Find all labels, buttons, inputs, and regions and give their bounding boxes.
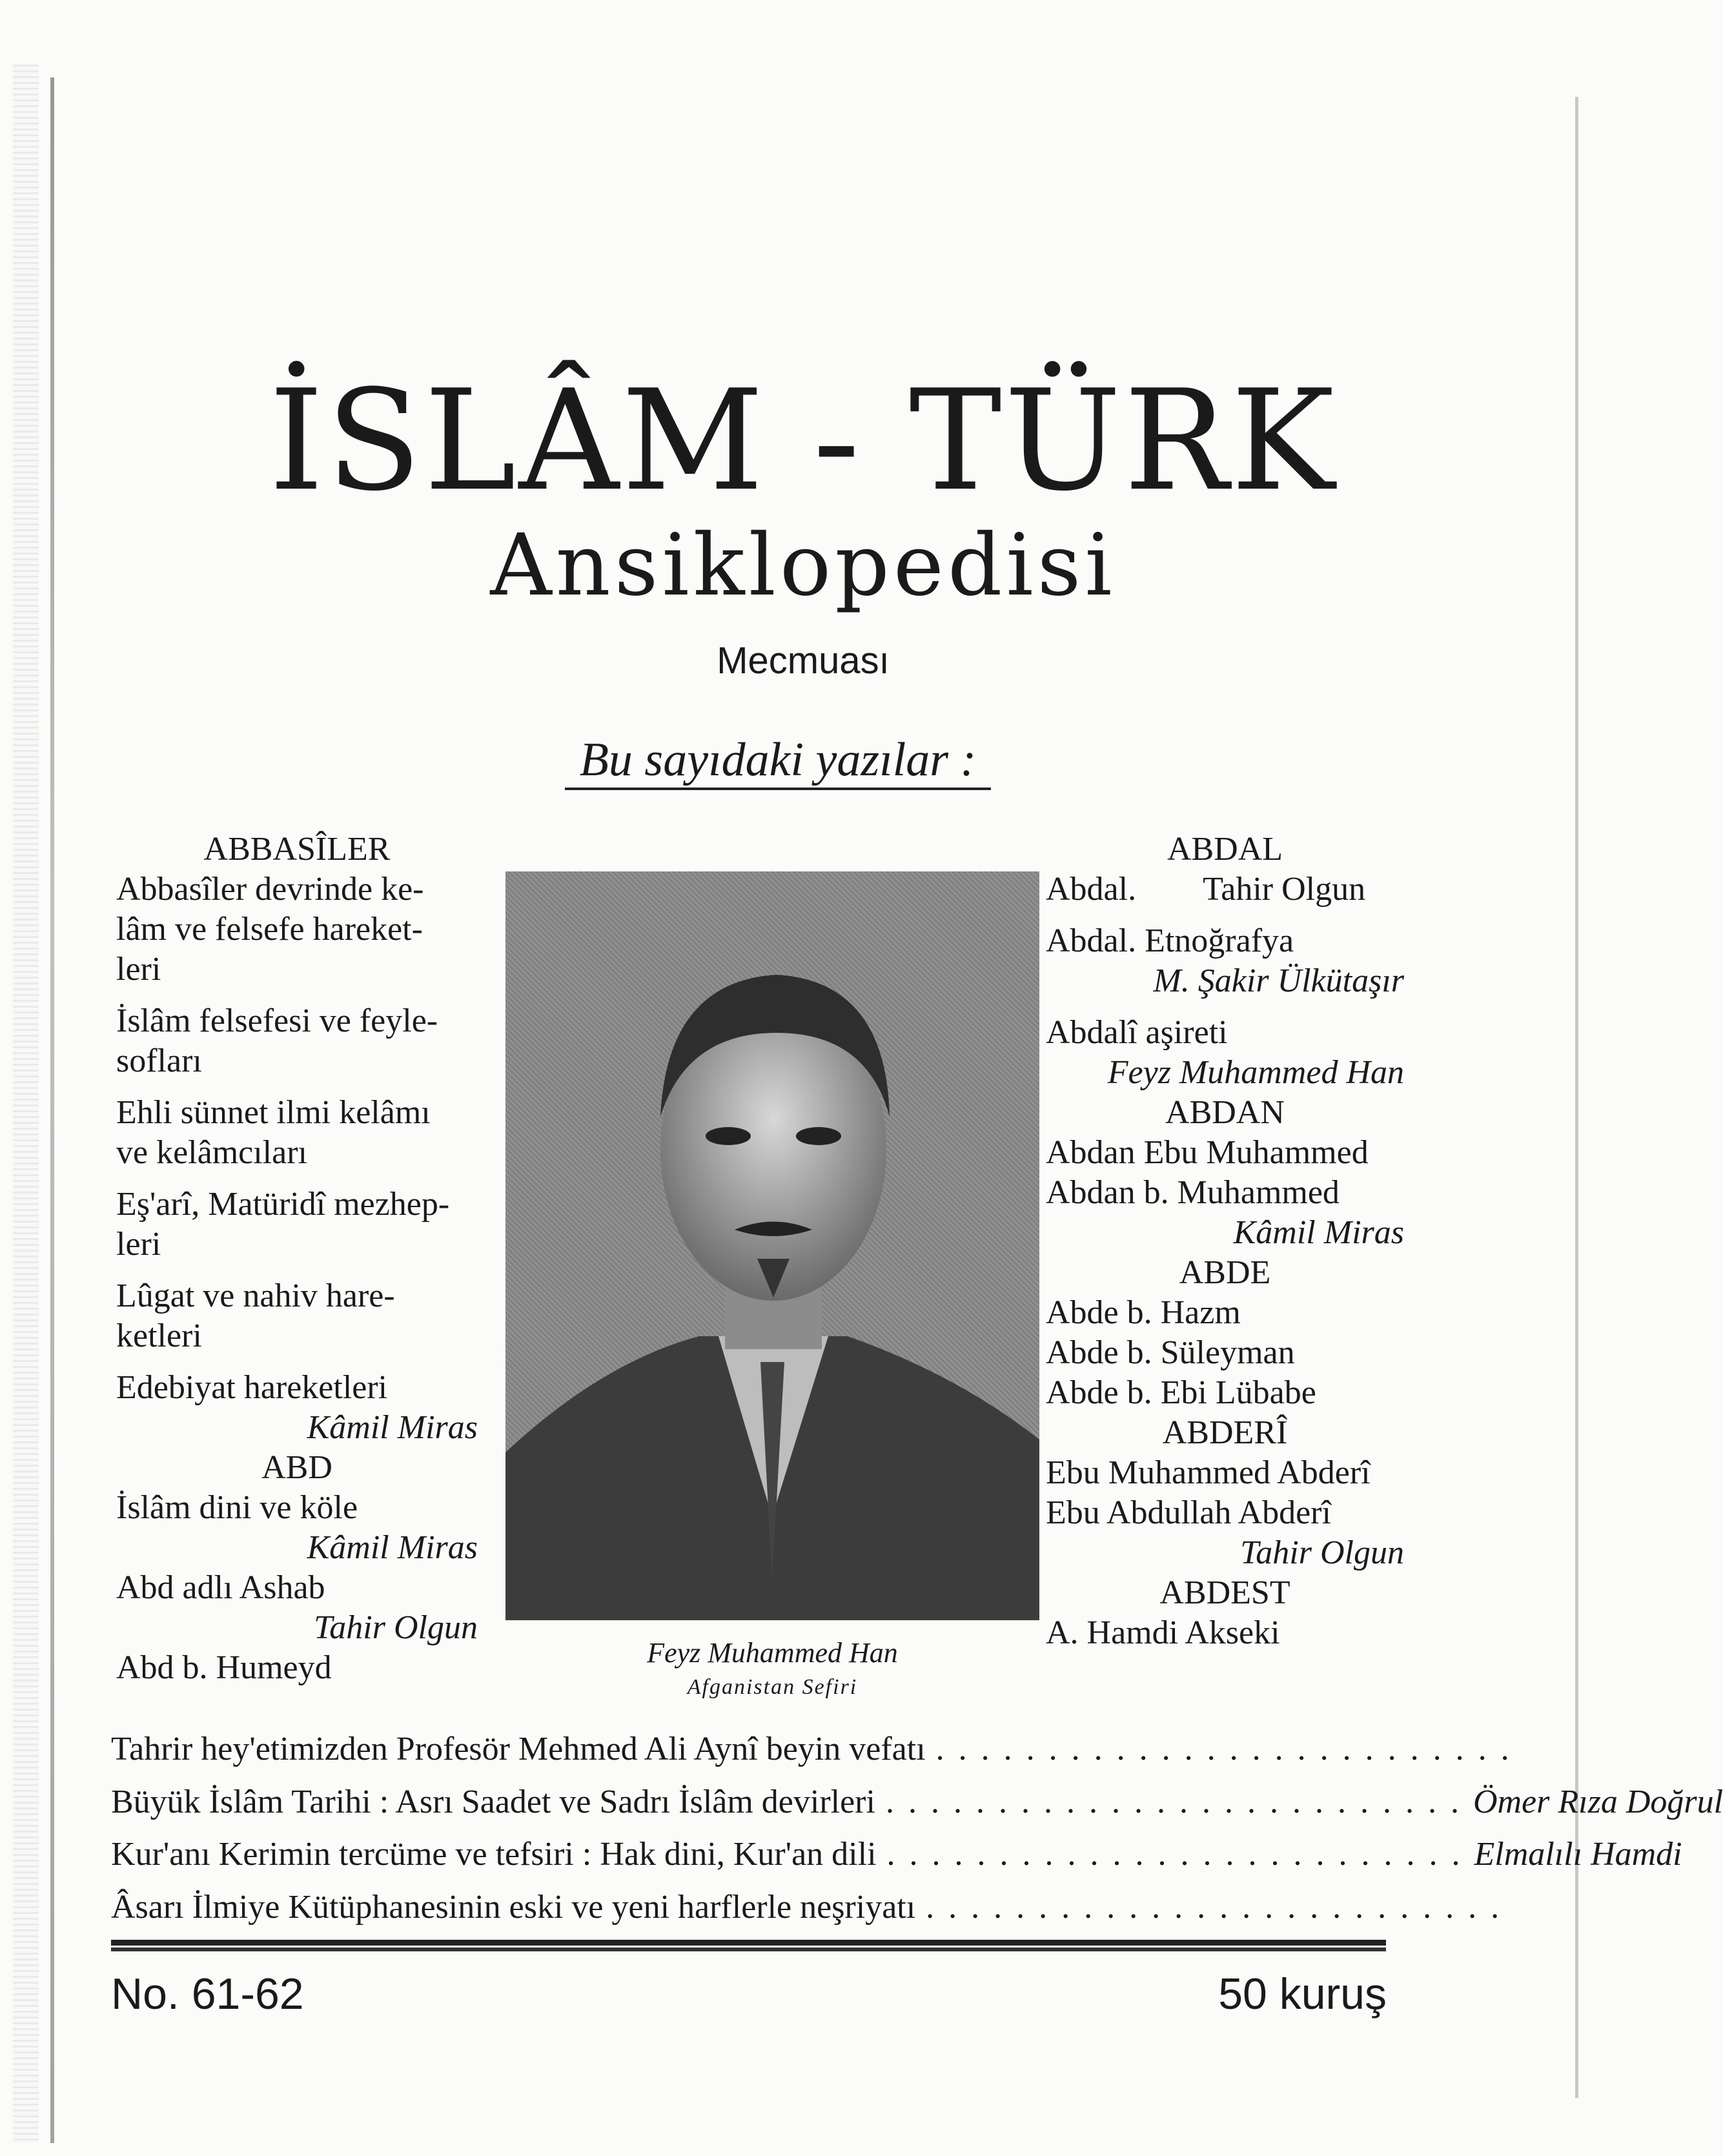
- entry-line: Ehli sünnet ilmi kelâmı: [116, 1094, 431, 1131]
- entry-author: Kâmil Miras: [1233, 1214, 1404, 1251]
- section-heading: ABDAN: [1165, 1094, 1285, 1131]
- right-contents-column: [1046, 829, 1404, 1653]
- entry-author: Feyz Muhammed Han: [1107, 1054, 1404, 1091]
- price: 50 kuruş: [1218, 1969, 1387, 2019]
- leader-dots: ..........................: [926, 1889, 1514, 1926]
- entry-line: Abde b. Süleyman: [1046, 1334, 1295, 1371]
- entry-line: Edebiyat hareketleri: [116, 1369, 388, 1406]
- leader-dots: ..........................: [935, 1731, 1524, 1767]
- entry-line: Abde b. Ebi Lübabe: [1046, 1374, 1316, 1411]
- entry-line: Abde b. Hazm: [1046, 1294, 1241, 1331]
- photo-subcaption: Afganistan Sefiri: [687, 1675, 858, 1699]
- section-heading: ABDERÎ: [1162, 1414, 1288, 1451]
- article-title: Kur'anı Kerimin tercüme ve tefsiri : Hak dini, Kur'an dili: [111, 1836, 877, 1873]
- entry-line: Ebu Muhammed Abderî: [1046, 1454, 1371, 1491]
- entry-line: Lûgat ve nahiv hare-: [116, 1277, 395, 1314]
- contents-heading: Bu sayıdaki yazılar :: [565, 733, 991, 790]
- article-row: [111, 1835, 1682, 1873]
- entry-line: leri: [116, 1226, 161, 1263]
- entry-line: Abdan b. Muhammed: [1046, 1174, 1340, 1211]
- article-row: [111, 1783, 1723, 1821]
- section-heading: ABD: [261, 1449, 332, 1486]
- entry-line: Abd b. Humeyd: [116, 1649, 332, 1686]
- entry-line: Abdan Ebu Muhammed: [1046, 1134, 1369, 1171]
- article-row: [111, 1888, 1514, 1926]
- entry-line: Abdal. Etnoğrafya: [1046, 922, 1294, 959]
- entry-line: Abd adlı Ashab: [116, 1569, 325, 1606]
- entry-line: İslâm felsefesi ve feyle-: [116, 1002, 438, 1039]
- masthead-subtitle: Ansiklopedisi: [490, 516, 1116, 615]
- entry-line: İslâm dini ve köle: [116, 1489, 358, 1526]
- section-heading: ABDAL: [1167, 831, 1283, 868]
- section-heading: ABDE: [1179, 1254, 1271, 1291]
- entry-line: lâm ve felsefe hareket-: [116, 911, 423, 948]
- photo-caption: Feyz Muhammed Han: [647, 1637, 898, 1669]
- masthead-title: İSLÂM - TÜRK: [269, 360, 1338, 522]
- entry-author: M. Şakir Ülkütaşır: [1153, 962, 1404, 999]
- article-author: Ömer Rıza Doğrul: [1473, 1784, 1723, 1820]
- entry-line: Abdalî aşireti: [1046, 1014, 1228, 1051]
- section-heading: ABDEST: [1159, 1574, 1290, 1611]
- leader-dots: ..........................: [885, 1784, 1473, 1820]
- entry-line: ketleri: [116, 1317, 202, 1354]
- left-contents-column: [116, 829, 478, 1688]
- issue-number: No. 61-62: [111, 1969, 304, 2019]
- article-title: Âsarı İlmiye Kütüphanesinin eski ve yeni harflerle neşriyatı: [111, 1889, 916, 1926]
- masthead-kind: Mecmuası: [717, 640, 890, 682]
- entry-author: Tahir Olgun: [1240, 1534, 1404, 1571]
- portrait-photo: [505, 871, 1039, 1620]
- entry-line: ve kelâmcıları: [116, 1134, 307, 1171]
- leader-dots: ..........................: [886, 1836, 1474, 1873]
- article-author: Elmalılı Hamdi: [1474, 1836, 1682, 1873]
- portrait-illustration: [505, 871, 1039, 1620]
- entry-line: Abbasîler devrinde ke-: [116, 871, 424, 908]
- entry-line: leri: [116, 951, 161, 988]
- article-row: [111, 1730, 1524, 1768]
- entry-line: Abdal. Tahir Olgun: [1046, 871, 1366, 908]
- article-title: Büyük İslâm Tarihi : Asrı Saadet ve Sadrı İslâm devirleri: [111, 1784, 875, 1820]
- footer-rule: [111, 1940, 1386, 1948]
- entry-line: A. Hamdi Akseki: [1046, 1614, 1280, 1651]
- entry-author: Kâmil Miras: [307, 1409, 478, 1446]
- entry-author: Kâmil Miras: [307, 1529, 478, 1566]
- entry-line: Eş'arî, Matüridî mezhep-: [116, 1186, 450, 1223]
- entry-line: sofları: [116, 1042, 202, 1079]
- section-heading: ABBASÎLER: [203, 831, 391, 868]
- entry-line: Ebu Abdullah Abderî: [1046, 1494, 1331, 1531]
- article-title: Tahrir hey'etimizden Profesör Mehmed Ali Aynî beyin vefatı: [111, 1731, 926, 1767]
- entry-author: Tahir Olgun: [314, 1609, 478, 1646]
